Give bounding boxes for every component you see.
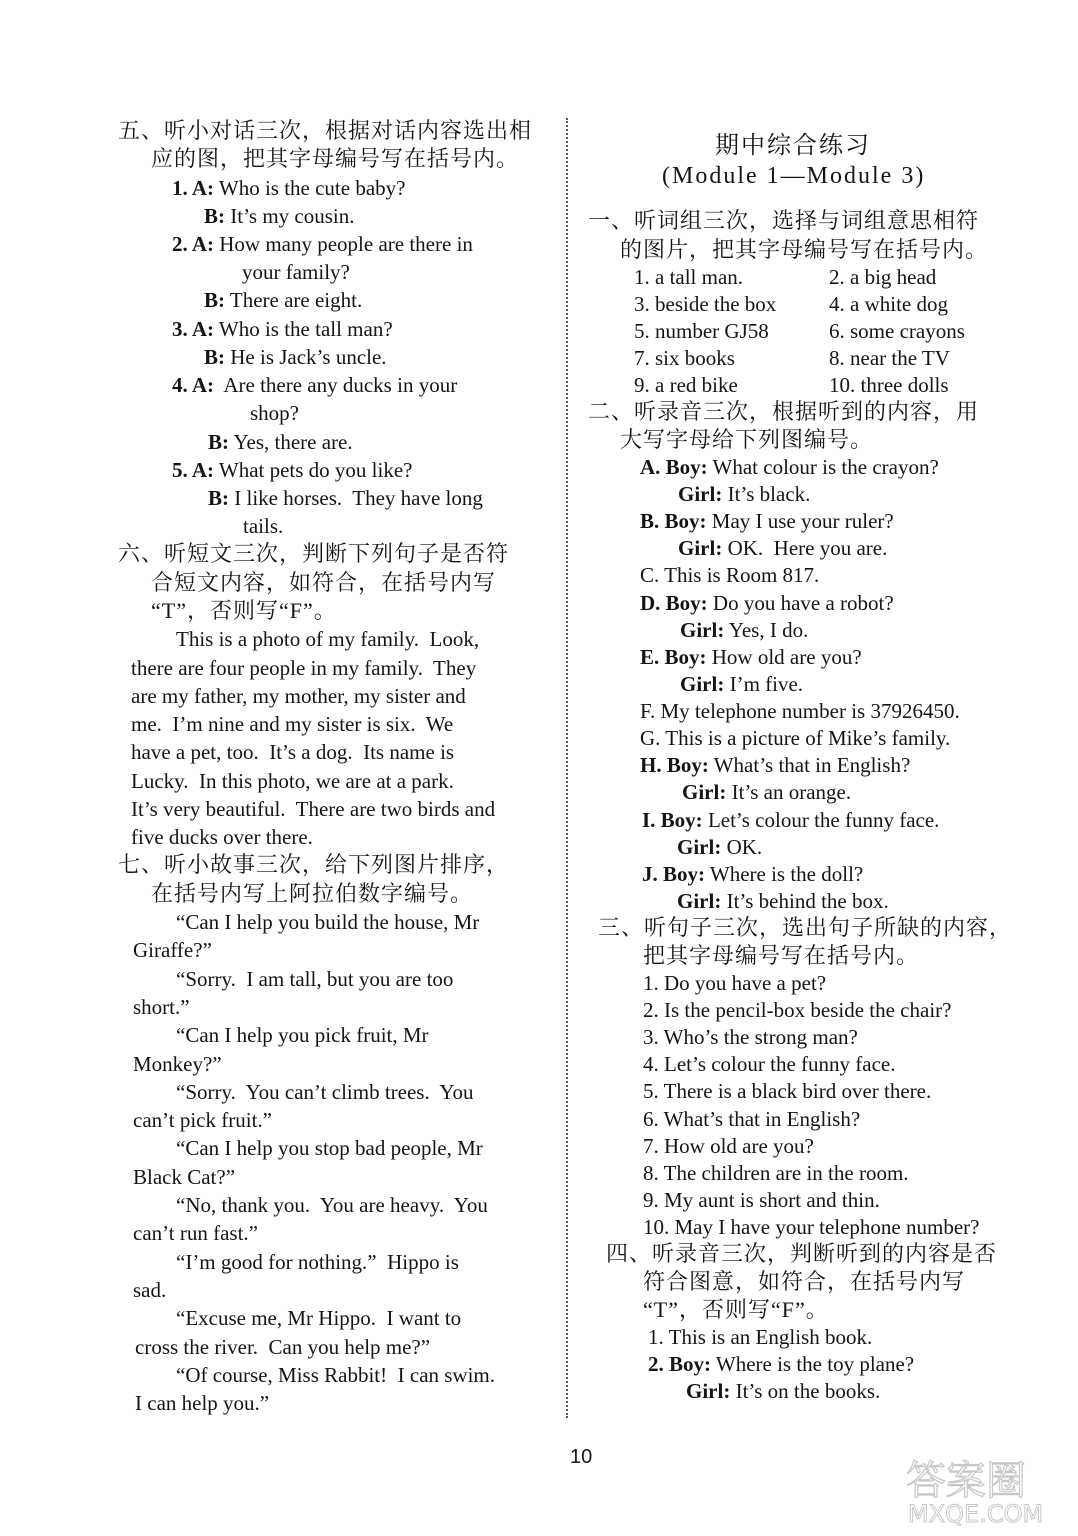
right-text-line (829, 317, 965, 345)
right-text-line (648, 1350, 914, 1378)
right-text-line (640, 561, 819, 589)
speaker-label: Girl: (677, 889, 722, 913)
right-heading-line (643, 942, 919, 970)
left-text-line (172, 456, 413, 484)
left-text-line (176, 1078, 474, 1106)
line-text: It’s on the books. (730, 1379, 881, 1403)
line-text: shop? (250, 401, 299, 425)
line-text: It’s black. (722, 482, 811, 506)
line-text: 8. The children are in the room. (643, 1161, 909, 1185)
line-text: 4. Let’s colour the funny face. (643, 1052, 896, 1076)
right-text-line (643, 1213, 979, 1241)
left-text-line (172, 174, 405, 202)
left-text-line (172, 230, 473, 258)
line-text: 合短文内容，如符合，在括号内写 (151, 570, 497, 595)
line-text: Monkey?” (133, 1052, 222, 1076)
line-text: 一、听词组三次，选择与词组意思相符 (588, 208, 980, 233)
left-text-line (131, 654, 476, 682)
right-heading-line (620, 426, 873, 454)
line-text: 大写字母给下列图编号。 (620, 427, 874, 452)
speaker-label: 4. A: (172, 373, 214, 397)
left-text-line (131, 767, 454, 795)
right-text-line (640, 697, 960, 725)
right-text-line (648, 1323, 872, 1351)
right-text-line (634, 344, 735, 372)
left-text-line (135, 1389, 269, 1417)
line-text: 3. beside the box (634, 292, 777, 316)
line-text: He is Jack’s uncle. (225, 345, 387, 369)
speaker-label: J. Boy: (642, 862, 705, 886)
line-text: OK. (721, 835, 763, 859)
right-text-line (634, 263, 743, 291)
line-text: 四、听录音三次，判断听到的内容是否 (606, 1241, 998, 1266)
watermark-url: MXQE.COM (908, 1500, 1044, 1528)
speaker-label: Girl: (686, 1379, 731, 1403)
line-text: “Sorry. I am tall, but you are too (176, 967, 454, 991)
column-divider (566, 118, 568, 1418)
line-text: “Can I help you pick fruit, Mr (176, 1023, 429, 1047)
left-text-line (176, 1248, 459, 1276)
line-text: 7. six books (634, 346, 735, 370)
left-text-line (131, 795, 495, 823)
line-text: Do you have a robot? (707, 591, 894, 615)
watermark-text: 答案圈 (906, 1458, 1026, 1504)
line-text: This is a photo of my family. Look, (176, 627, 480, 651)
left-text-line (172, 315, 393, 343)
right-text-line (640, 453, 939, 481)
right-text-line (829, 344, 950, 372)
line-text: 在括号内写上阿拉伯数字编号。 (151, 881, 474, 906)
line-text: How old are you? (706, 645, 862, 669)
speaker-label: 2. A: (172, 232, 214, 256)
right-heading-line (643, 1268, 965, 1296)
speaker-label: I. Boy: (642, 808, 703, 832)
line-text: “Can I help you build the house, Mr (176, 910, 480, 934)
speaker-label: 5. A: (172, 458, 214, 482)
speaker-label: Girl: (678, 482, 723, 506)
left-text-line (204, 343, 387, 371)
line-text: 5. There is a black bird over there. (643, 1079, 932, 1103)
left-text-line (176, 1134, 483, 1162)
speaker-label: E. Boy: (640, 645, 707, 669)
line-text: 5. number GJ58 (634, 319, 769, 343)
line-text: Black Cat?” (133, 1165, 236, 1189)
line-text: Yes, there are. (229, 430, 353, 454)
line-text: “Can I help you stop bad people, Mr (176, 1136, 483, 1160)
left-text-line (131, 710, 453, 738)
line-text: It’s an orange. (726, 780, 852, 804)
left-text-line (176, 1021, 429, 1049)
line-text: 6. What’s that in English? (643, 1107, 861, 1131)
line-text: Are there any ducks in your (214, 373, 458, 397)
line-text: 9. My aunt is short and thin. (643, 1188, 880, 1212)
line-text: What colour is the crayon? (707, 455, 939, 479)
line-text: Lucky. In this photo, we are at a park. (131, 769, 454, 793)
line-text: How many people are there in (214, 232, 473, 256)
line-text: 应的图，把其字母编号写在括号内。 (151, 146, 520, 171)
line-text: 的图片，把其字母编号写在括号内。 (620, 237, 989, 262)
line-text: C. This is Room 817. (640, 563, 820, 587)
right-text-line (678, 480, 810, 508)
line-text: Who is the cute baby? (214, 176, 406, 200)
watermark-logo (900, 1450, 1070, 1530)
right-text-line (640, 507, 894, 535)
speaker-label: Girl: (677, 835, 722, 859)
line-text: short.” (133, 995, 190, 1019)
right-heading-line (662, 162, 925, 190)
left-text-line (133, 1163, 235, 1191)
left-text-line (176, 908, 479, 936)
right-text-line (640, 724, 950, 752)
line-text: F. My telephone number is 37926450. (640, 699, 960, 723)
right-text-line (829, 263, 936, 291)
right-text-line (642, 806, 939, 834)
right-text-line (643, 1050, 896, 1078)
line-text: G. This is a picture of Mike’s family. (640, 726, 951, 750)
left-heading-line (118, 117, 532, 145)
line-text: 1. a tall man. (634, 265, 744, 289)
line-text: there are four people in my family. They (131, 656, 477, 680)
left-text-line (176, 1361, 495, 1389)
right-text-line (829, 371, 949, 399)
left-heading-line (151, 597, 337, 625)
right-heading-line (620, 236, 988, 264)
left-text-line (242, 258, 350, 286)
right-text-line (643, 1186, 880, 1214)
right-heading-line (643, 1296, 829, 1324)
right-text-line (682, 778, 851, 806)
line-text: “Excuse me, Mr Hippo. I want to (176, 1306, 462, 1330)
line-text: Giraffe?” (133, 938, 212, 962)
line-text: It’s my cousin. (225, 204, 355, 228)
left-text-line (204, 202, 355, 230)
left-heading-line (151, 145, 519, 173)
right-text-line (634, 371, 738, 399)
right-text-line (686, 1377, 880, 1405)
right-text-line (643, 1023, 858, 1051)
right-text-line (640, 589, 894, 617)
right-text-line (829, 290, 948, 318)
line-text: Where is the doll? (705, 862, 864, 886)
line-text: There are eight. (225, 288, 363, 312)
right-text-line (643, 1077, 931, 1105)
speaker-label: Girl: (680, 672, 725, 696)
line-text: 期中综合练习 (715, 133, 871, 159)
left-text-line (133, 1276, 166, 1304)
line-text: Who is the tall man? (214, 317, 393, 341)
line-text: “T”，否则写“F”。 (643, 1297, 829, 1322)
left-text-line (176, 1304, 461, 1332)
speaker-label: Girl: (682, 780, 727, 804)
line-text: 七、听小故事三次，给下列图片排序， (118, 852, 510, 877)
line-text: What pets do you like? (214, 458, 413, 482)
right-heading-line (715, 132, 871, 160)
line-text: (Module 1—Module 3) (662, 163, 926, 189)
line-text: tails. (243, 514, 284, 538)
line-text: 二、听录音三次，根据听到的内容，用 (588, 399, 980, 424)
right-text-line (640, 751, 910, 779)
line-text: 3. Who’s the strong man? (643, 1025, 858, 1049)
line-text: Yes, I do. (724, 618, 809, 642)
line-text: can’t run fast.” (133, 1221, 258, 1245)
line-text: 符合图意，如符合，在括号内写 (643, 1269, 966, 1294)
line-text: can’t pick fruit.” (133, 1108, 272, 1132)
right-text-line (680, 616, 808, 644)
right-heading-line (606, 1240, 997, 1268)
line-text: 7. How old are you? (643, 1134, 814, 1158)
left-heading-line (151, 569, 496, 597)
right-text-line (634, 290, 776, 318)
speaker-label: B: (204, 204, 225, 228)
line-text: Let’s colour the funny face. (702, 808, 940, 832)
right-text-line (642, 860, 863, 888)
line-text: It’s very beautiful. There are two birds and (131, 797, 496, 821)
line-text: cross the river. Can you help me?” (135, 1335, 431, 1359)
line-text: 六、听短文三次，判断下列句子是否符 (118, 541, 510, 566)
line-text: “T”，否则写“F”。 (151, 598, 337, 623)
left-text-line (133, 1106, 272, 1134)
right-text-line (643, 1105, 860, 1133)
speaker-label: Girl: (680, 618, 725, 642)
left-text-line (131, 682, 466, 710)
line-text: 把其字母编号写在括号内。 (643, 943, 920, 968)
speaker-label: B. Boy: (640, 509, 707, 533)
line-text: Where is the toy plane? (711, 1352, 915, 1376)
speaker-label: H. Boy: (640, 753, 709, 777)
speaker-label: 1. A: (172, 176, 214, 200)
left-text-line (133, 1219, 258, 1247)
line-text: “Of course, Miss Rabbit! I can swim. (176, 1363, 496, 1387)
speaker-label: B: (208, 430, 229, 454)
line-text: 2. Is the pencil-box beside the chair? (643, 998, 952, 1022)
left-text-line (176, 965, 453, 993)
speaker-label: D. Boy: (640, 591, 708, 615)
line-text: I like horses. They have long (229, 486, 483, 510)
line-text: 2. a big head (829, 265, 937, 289)
line-text: 8. near the TV (829, 346, 950, 370)
line-text: It’s behind the box. (721, 889, 889, 913)
right-text-line (640, 643, 862, 671)
left-text-line (133, 993, 190, 1021)
speaker-label: Girl: (678, 536, 723, 560)
left-text-line (243, 512, 283, 540)
line-text: OK. Here you are. (722, 536, 888, 560)
right-heading-line (598, 914, 1012, 942)
left-text-line (135, 1333, 430, 1361)
left-text-line (131, 738, 454, 766)
line-text: 6. some crayons (829, 319, 965, 343)
left-text-line (172, 371, 457, 399)
line-text: “No, thank you. You are heavy. You (176, 1193, 488, 1217)
left-text-line (133, 1050, 222, 1078)
line-text: five ducks over there. (131, 825, 313, 849)
line-text: me. I’m nine and my sister is six. We (131, 712, 454, 736)
line-text: May I use your ruler? (706, 509, 894, 533)
right-text-line (634, 317, 769, 345)
left-text-line (250, 399, 299, 427)
speaker-label: B: (204, 345, 225, 369)
speaker-label: 3. A: (172, 317, 214, 341)
line-text: 9. a red bike (634, 373, 738, 397)
right-text-line (643, 996, 951, 1024)
line-text: What’s that in English? (708, 753, 911, 777)
left-heading-line (151, 880, 473, 908)
right-text-line (643, 969, 826, 997)
line-text: I can help you.” (135, 1391, 270, 1415)
line-text: are my father, my mother, my sister and (131, 684, 466, 708)
left-heading-line (118, 540, 509, 568)
line-text: sad. (133, 1278, 167, 1302)
line-text: I’m five. (724, 672, 804, 696)
line-text: your family? (242, 260, 350, 284)
left-text-line (176, 625, 479, 653)
speaker-label: B: (204, 288, 225, 312)
line-text: have a pet, too. It’s a dog. Its name is (131, 740, 455, 764)
right-text-line (680, 670, 803, 698)
right-heading-line (588, 207, 979, 235)
right-text-line (643, 1159, 909, 1187)
line-text: “I’m good for nothing.” Hippo is (176, 1250, 459, 1274)
speaker-label: B: (208, 486, 229, 510)
right-text-line (677, 833, 762, 861)
right-text-line (677, 887, 889, 915)
speaker-label: 2. Boy: (648, 1352, 711, 1376)
line-text: 五、听小对话三次，根据对话内容选出相 (118, 118, 533, 143)
speaker-label: A. Boy: (640, 455, 708, 479)
left-text-line (133, 936, 212, 964)
page-number: 10 (570, 1446, 593, 1468)
right-heading-line (588, 398, 979, 426)
right-text-line (643, 1132, 814, 1160)
left-text-line (131, 823, 313, 851)
right-text-line (678, 534, 887, 562)
left-text-line (208, 428, 353, 456)
left-heading-line (118, 851, 509, 879)
line-text: “Sorry. You can’t climb trees. You (176, 1080, 474, 1104)
line-text: 10. three dolls (829, 373, 949, 397)
left-text-line (176, 1191, 488, 1219)
line-text: 三、听句子三次，选出句子所缺的内容， (598, 915, 1013, 940)
left-text-line (208, 484, 483, 512)
line-text: 4. a white dog (829, 292, 948, 316)
line-text: 1. Do you have a pet? (643, 971, 827, 995)
line-text: 1. This is an English book. (648, 1325, 873, 1349)
left-text-line (204, 286, 362, 314)
line-text: 10. May I have your telephone number? (643, 1215, 980, 1239)
